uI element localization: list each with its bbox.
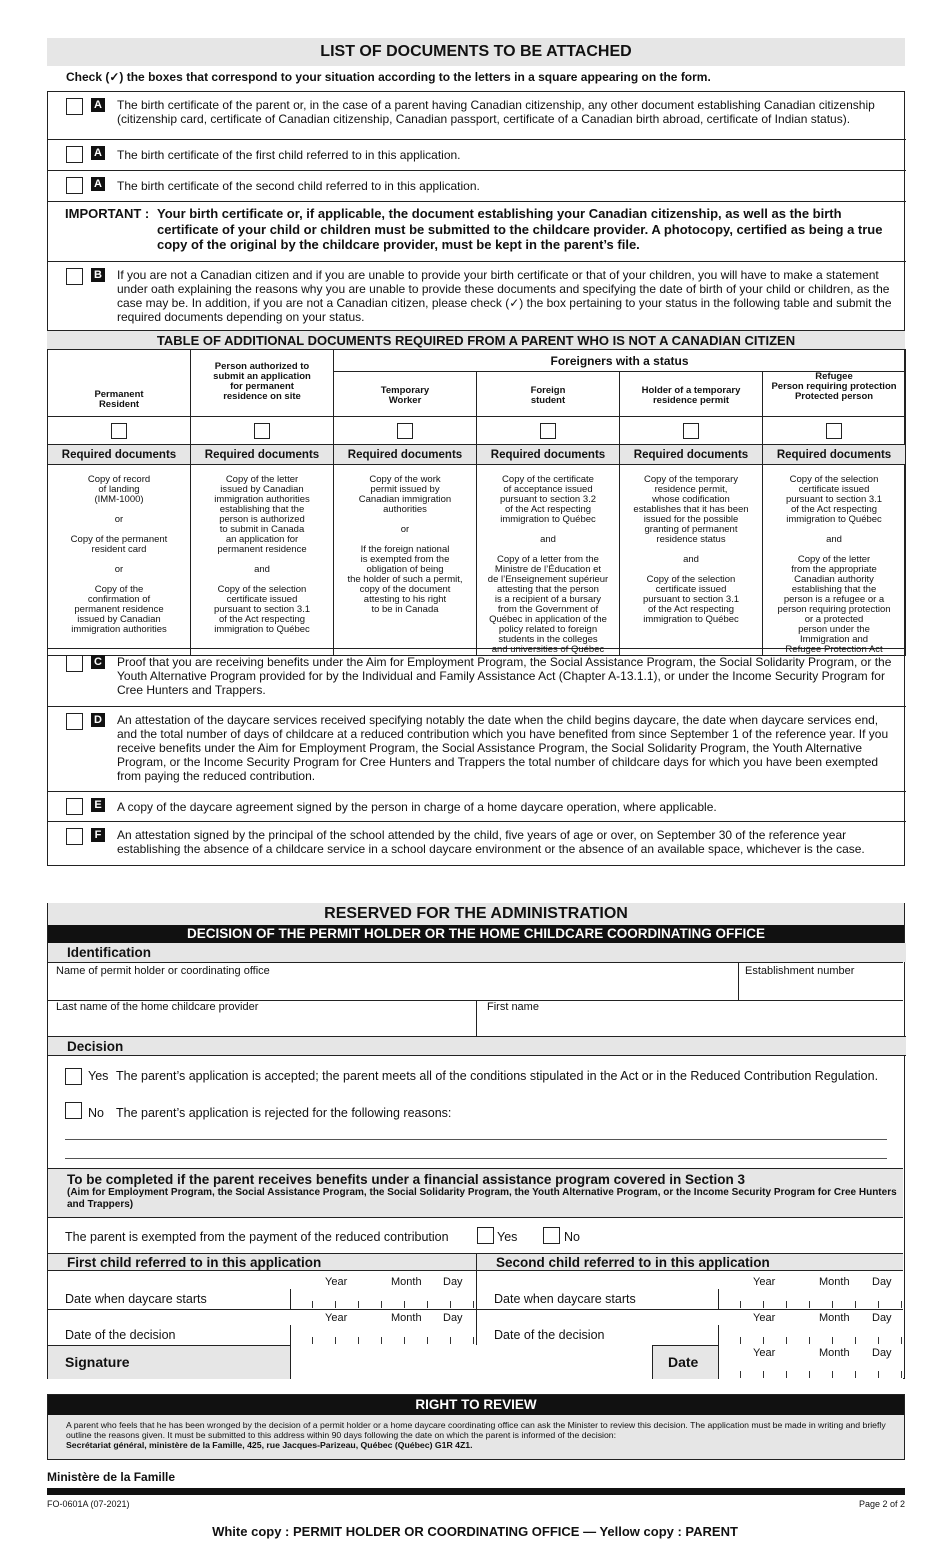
required-documents-header: Required documents	[191, 445, 334, 465]
second-child-start-label: Date when daycare starts	[494, 1292, 636, 1306]
col-foreign-student-header: Foreign student	[477, 372, 620, 417]
date-digit-tick	[878, 1371, 879, 1378]
doc-a1-checkbox[interactable]	[66, 98, 83, 115]
additional-documents-table	[47, 330, 905, 656]
status-checkbox-cell	[334, 417, 477, 445]
day-label: Day	[443, 1312, 463, 1324]
authorized-person-checkbox[interactable]	[254, 423, 270, 439]
exempt-yes-label: Yes	[497, 1230, 518, 1244]
doc-e-text: A copy of the daycare agreement signed by the person in charge of a home daycare operation, where applicable.	[117, 800, 717, 814]
date-digit-tick	[404, 1301, 405, 1308]
provider-last-name-label: Last name of the home childcare provider	[56, 1001, 259, 1013]
date-digit-tick	[809, 1337, 810, 1344]
doc-item-b	[48, 262, 906, 328]
copy-distribution: White copy : PERMIT HOLDER OR COORDINATING OFFICE — Yellow copy : PARENT	[212, 1524, 738, 1539]
date-digit-tick	[358, 1301, 359, 1308]
letter-e-badge: E	[91, 798, 105, 812]
year-label: Year	[325, 1276, 348, 1288]
doc-c-checkbox[interactable]	[66, 655, 83, 672]
date-digit-tick	[427, 1301, 428, 1308]
day-label: Day	[443, 1276, 463, 1288]
foreign-student-checkbox[interactable]	[540, 423, 556, 439]
day-label: Day	[872, 1312, 892, 1324]
rejection-reason-line-2[interactable]	[65, 1158, 887, 1159]
important-text: Your birth certificate or, if applicable, the document establishing your Canadian citizenship, as well as the birth certificate of your child or children must be submitted to the childcare provider. A photocopy, certified as being a true copy of the original by the childcare provider, must be kept in the parent’s file.	[157, 206, 883, 252]
status-checkbox-cell	[620, 417, 763, 445]
date-digit-tick	[358, 1337, 359, 1344]
provider-last-name-field[interactable]	[56, 1015, 471, 1035]
year-label: Year	[753, 1276, 776, 1288]
doc-f-text: An attestation signed by the principal of the school attended by the child, five years of age or over, on September 30 of the reference year establishing the absence of a childcare service in a school daycare environment or the absence of an available space, whichever is the case.	[117, 828, 865, 856]
temporary-worker-checkbox[interactable]	[397, 423, 413, 439]
permanent-resident-docs: Copy of record of landing (IMM-1000) or Copy of the permanent resident card or Copy of the confirmation of permanent residence issued by Canadian immigration authorities	[48, 465, 191, 656]
administration-section	[47, 903, 905, 1379]
permanent-resident-checkbox[interactable]	[111, 423, 127, 439]
rejection-reason-line-1[interactable]	[65, 1139, 887, 1140]
doc-item-d	[48, 707, 906, 792]
date-digit-tick	[786, 1337, 787, 1344]
temp-permit-checkbox[interactable]	[683, 423, 699, 439]
signature-field[interactable]	[290, 1345, 653, 1379]
col-permanent-resident-header: Permanent Resident	[48, 350, 191, 417]
date-digit-tick	[381, 1337, 382, 1344]
date-digit-tick	[763, 1371, 764, 1378]
date-digit-tick	[312, 1337, 313, 1344]
provider-first-name-label: First name	[487, 1001, 539, 1013]
date-digit-tick	[312, 1301, 313, 1308]
month-label: Month	[819, 1347, 850, 1359]
second-child-bar: Second child referred to in this application	[477, 1253, 903, 1271]
exempt-no-label: No	[564, 1230, 580, 1244]
date-digit-tick	[763, 1337, 764, 1344]
date-digit-tick	[832, 1301, 833, 1308]
letter-c-badge: C	[91, 655, 105, 669]
date-digit-tick	[786, 1371, 787, 1378]
col-authorized-person-header: Person authorized to submit an application for permanent residence on site	[191, 350, 334, 417]
month-label: Month	[819, 1276, 850, 1288]
letter-d-badge: D	[91, 713, 105, 727]
refugee-checkbox[interactable]	[826, 423, 842, 439]
documents-title: LIST OF DOCUMENTS TO BE ATTACHED	[47, 38, 905, 66]
doc-item-a-parent	[48, 92, 906, 140]
col-refugee-header: Refugee Person requiring protection Protected person	[763, 372, 906, 417]
doc-a3-text: The birth certificate of the second child referred to in this application.	[117, 179, 480, 193]
important-notice	[48, 202, 906, 262]
establishment-number-field[interactable]	[745, 978, 895, 998]
form-code: FO-0601A (07-2021)	[47, 1499, 130, 1509]
date-digit-tick	[381, 1301, 382, 1308]
important-label: IMPORTANT :	[65, 206, 150, 221]
status-checkbox-cell	[191, 417, 334, 445]
refugee-docs: Copy of the selection certificate issued pursuant to section 3.1 of the Act respecting immigration to Québec and Copy of the letter from the appropriate Canadian authority establishing that the person is a refugee or a person requiring protection or a protected person under the Immigration and Refugee Protection Act	[763, 465, 906, 656]
doc-b-checkbox[interactable]	[66, 268, 83, 285]
section3-title: To be completed if the parent receives benefits under a financial assistance program covered in Section 3	[67, 1172, 745, 1187]
decision-no-checkbox[interactable]	[65, 1102, 82, 1119]
date-digit-tick	[473, 1337, 474, 1344]
documents-title-band	[47, 38, 905, 66]
doc-a2-checkbox[interactable]	[66, 146, 83, 163]
authorized-person-docs: Copy of the letter issued by Canadian immigration authorities establishing that the person is authorized to submit in Canada an application for permanent residence and Copy of the selection certificate issued pursuant to section 3.1 of the Act respecting immigration to Québec	[191, 465, 334, 656]
month-label: Month	[819, 1312, 850, 1324]
date-digit-tick	[901, 1371, 902, 1378]
month-label: Month	[391, 1276, 422, 1288]
doc-b-text: If you are not a Canadian citizen and if you are unable to provide your birth certificate or that of your children, you will have to make a statement under oath explaining the reasons why you are unable to provide these documents and specifying the date of birth of your child or children, as the case may be. In addition, if you are not a Canadian citizen, please check (✓) the box pertaining to your status in the following table and submit the required documents depending on your status.	[117, 268, 892, 324]
decision-yes-checkbox[interactable]	[65, 1068, 82, 1085]
required-documents-header: Required documents	[620, 445, 763, 465]
col-temporary-worker-header: Temporary Worker	[334, 372, 477, 417]
decision-yes-text: The parent’s application is accepted; the parent meets all of the conditions stipulated in the Act or in the Reduced Contribution Regulation.	[116, 1069, 879, 1083]
permit-holder-field[interactable]	[56, 978, 736, 998]
review-address: Secrétariat général, ministère de la Famille, 425, rue Jacques-Parizeau, Québec (Québec) G1R 4Z1.	[66, 1440, 473, 1450]
section3-subtitle: (Aim for Employment Program, the Social Assistance Program, the Social Solidarity Program, the Youth Alternative Program, or the Income Security Program for Cree Hunters and Trappers)	[67, 1187, 897, 1210]
page-number: Page 2 of 2	[858, 1499, 905, 1509]
date-digit-tick	[740, 1301, 741, 1308]
doc-item-f	[48, 822, 906, 865]
col-temp-permit-header: Holder of a temporary residence permit	[620, 372, 763, 417]
first-child-decision-date[interactable]	[290, 1325, 476, 1345]
date-digit-tick	[809, 1301, 810, 1308]
doc-item-a-first-child	[48, 140, 906, 171]
day-label: Day	[872, 1276, 892, 1288]
section3-band	[48, 1168, 903, 1218]
doc-f-checkbox[interactable]	[66, 828, 83, 845]
status-checkbox-cell	[763, 417, 906, 445]
identification-bar: Identification	[48, 943, 906, 962]
date-digit-tick	[786, 1301, 787, 1308]
first-child-decision-label: Date of the decision	[65, 1328, 176, 1342]
required-documents-header: Required documents	[477, 445, 620, 465]
ministry-name: Ministère de la Famille	[47, 1470, 176, 1484]
letter-a-badge: A	[91, 98, 105, 112]
second-child-decision-label: Date of the decision	[494, 1328, 605, 1342]
year-label: Year	[753, 1312, 776, 1324]
first-child-start-label: Date when daycare starts	[65, 1292, 207, 1306]
foreigners-group-header: Foreigners with a status	[334, 350, 906, 372]
date-digit-tick	[832, 1371, 833, 1378]
letter-a-badge: A	[91, 177, 105, 191]
doc-a1-text: The birth certificate of the parent or, in the case of a parent having Canadian citizenship, any other document establishing Canadian citizenship (citizenship card, certificate of Canadian citizenship, Canadian passport, certificate of a Canadian birth abroad, certificate of Indian status).	[117, 98, 875, 126]
date-digit-tick	[427, 1337, 428, 1344]
required-documents-header: Required documents	[48, 445, 191, 465]
provider-first-name-field[interactable]	[487, 1015, 892, 1035]
required-documents-header: Required documents	[763, 445, 906, 465]
date-label: Date	[668, 1354, 699, 1370]
status-checkbox-cell	[477, 417, 620, 445]
status-checkbox-cell	[48, 417, 191, 445]
date-digit-tick	[450, 1337, 451, 1344]
doc-item-a-second-child	[48, 171, 906, 202]
second-child-start-date[interactable]	[718, 1289, 903, 1309]
doc-a2-text: The birth certificate of the first child referred to in this application.	[117, 148, 461, 162]
review-title: RIGHT TO REVIEW	[48, 1395, 904, 1415]
date-digit-tick	[740, 1371, 741, 1378]
signature-label: Signature	[65, 1354, 130, 1370]
temp-permit-docs: Copy of the temporary residence permit, whose codification establishes that it has been issued for the possible granting of permanent residence status and Copy of the selection certificate issued pursuant to section 3.1 of the Act respecting immigration to Québec	[620, 465, 763, 656]
day-label: Day	[872, 1347, 892, 1359]
date-digit-tick	[335, 1337, 336, 1344]
decision-yes-label: Yes	[88, 1069, 109, 1083]
exempt-label: The parent is exempted from the payment of the reduced contribution	[65, 1230, 449, 1244]
doc-item-e	[48, 792, 906, 822]
establishment-number-label: Establishment number	[745, 965, 855, 977]
letter-f-badge: F	[91, 828, 105, 842]
first-child-start-date[interactable]	[290, 1289, 476, 1309]
date-digit-tick	[335, 1301, 336, 1308]
documents-instruction: Check (✓) the boxes that correspond to your situation according to the letters in a square appearing on the form.	[66, 70, 711, 84]
date-digit-tick	[473, 1301, 474, 1308]
doc-item-c	[48, 648, 906, 707]
footer-rule	[47, 1488, 905, 1495]
right-to-review-box	[47, 1394, 905, 1460]
date-digit-tick	[901, 1337, 902, 1344]
date-digit-tick	[855, 1301, 856, 1308]
year-label: Year	[325, 1312, 348, 1324]
date-digit-tick	[832, 1337, 833, 1344]
date-digit-tick	[450, 1301, 451, 1308]
doc-a3-checkbox[interactable]	[66, 177, 83, 194]
admin-title: RESERVED FOR THE ADMINISTRATION	[48, 903, 904, 925]
date-digit-tick	[855, 1337, 856, 1344]
exempt-no-checkbox[interactable]	[543, 1227, 560, 1244]
table-title: TABLE OF ADDITIONAL DOCUMENTS REQUIRED FROM A PARENT WHO IS NOT A CANADIAN CITIZEN	[47, 330, 905, 349]
doc-e-checkbox[interactable]	[66, 798, 83, 815]
review-text: A parent who feels that he has been wronged by the decision of a permit holder or a home daycare coordinating office can ask the Minister to review this decision. The application must be made in writing and briefly outline the reasons given. It must be submitted to this address within 90 days following the date on which the parent is informed of the decision:	[66, 1420, 886, 1440]
date-digit-tick	[878, 1337, 879, 1344]
admin-subtitle: DECISION OF THE PERMIT HOLDER OR THE HOME CHILDCARE COORDINATING OFFICE	[48, 925, 904, 943]
decision-no-label: No	[88, 1106, 104, 1120]
month-label: Month	[391, 1312, 422, 1324]
first-child-bar: First child referred to in this application	[48, 1253, 476, 1271]
permit-holder-label: Name of permit holder or coordinating office	[56, 965, 270, 977]
required-documents-header: Required documents	[334, 445, 477, 465]
date-digit-tick	[809, 1371, 810, 1378]
date-digit-tick	[763, 1301, 764, 1308]
year-label: Year	[753, 1347, 776, 1359]
exempt-yes-checkbox[interactable]	[477, 1227, 494, 1244]
doc-d-checkbox[interactable]	[66, 713, 83, 730]
date-digit-tick	[878, 1301, 879, 1308]
doc-d-text: An attestation of the daycare services received specifying notably the date when the child begins daycare, the date when daycare services end, and the total number of days of childcare at a reduced contribution which you have benefited from since September 1 of the reference year. If you receive benefits under the Aim for Employment Program, the Social Assistance Program, the Social Solidarity Program, the Youth Alternative Program, or the Income Security Program for Cree Hunters and Trappers the total number of childcare days for which you have been exempted from paying the reduced contribution.	[117, 713, 889, 783]
letter-a-badge: A	[91, 146, 105, 160]
decision-no-text: The parent’s application is rejected for the following reasons:	[116, 1106, 452, 1120]
temporary-worker-docs: Copy of the work permit issued by Canadian immigration authorities or If the foreign national is exempted from the obligation of being the holder of such a permit, copy of the document attesting to his right to be in Canada	[334, 465, 477, 656]
date-digit-tick	[404, 1337, 405, 1344]
date-digit-tick	[740, 1337, 741, 1344]
date-digit-tick	[855, 1371, 856, 1378]
foreign-student-docs: Copy of the certificate of acceptance issued pursuant to section 3.2 of the Act respecting immigration to Québec and Copy of a letter from the Ministre de l’Éducation et de l’Enseignement supérieur attesting that the person is a recipient of a bursary from the Government of Québec in application of the policy related to foreign students in the colleges and universities of Québec	[477, 465, 620, 656]
second-child-decision-date[interactable]	[718, 1325, 903, 1345]
decision-bar: Decision	[48, 1036, 906, 1056]
letter-b-badge: B	[91, 268, 105, 282]
date-digit-tick	[901, 1301, 902, 1308]
doc-c-text: Proof that you are receiving benefits under the Aim for Employment Program, the Social Assistance Program, the Social Solidarity Program, or the Youth Alternative Program provided for by the Individual and Family Assistance Act (Chapter A-13.1.1), or under the Income Security Program for Cree Hunters and Trappers.	[117, 655, 892, 697]
documents-box	[47, 91, 905, 866]
